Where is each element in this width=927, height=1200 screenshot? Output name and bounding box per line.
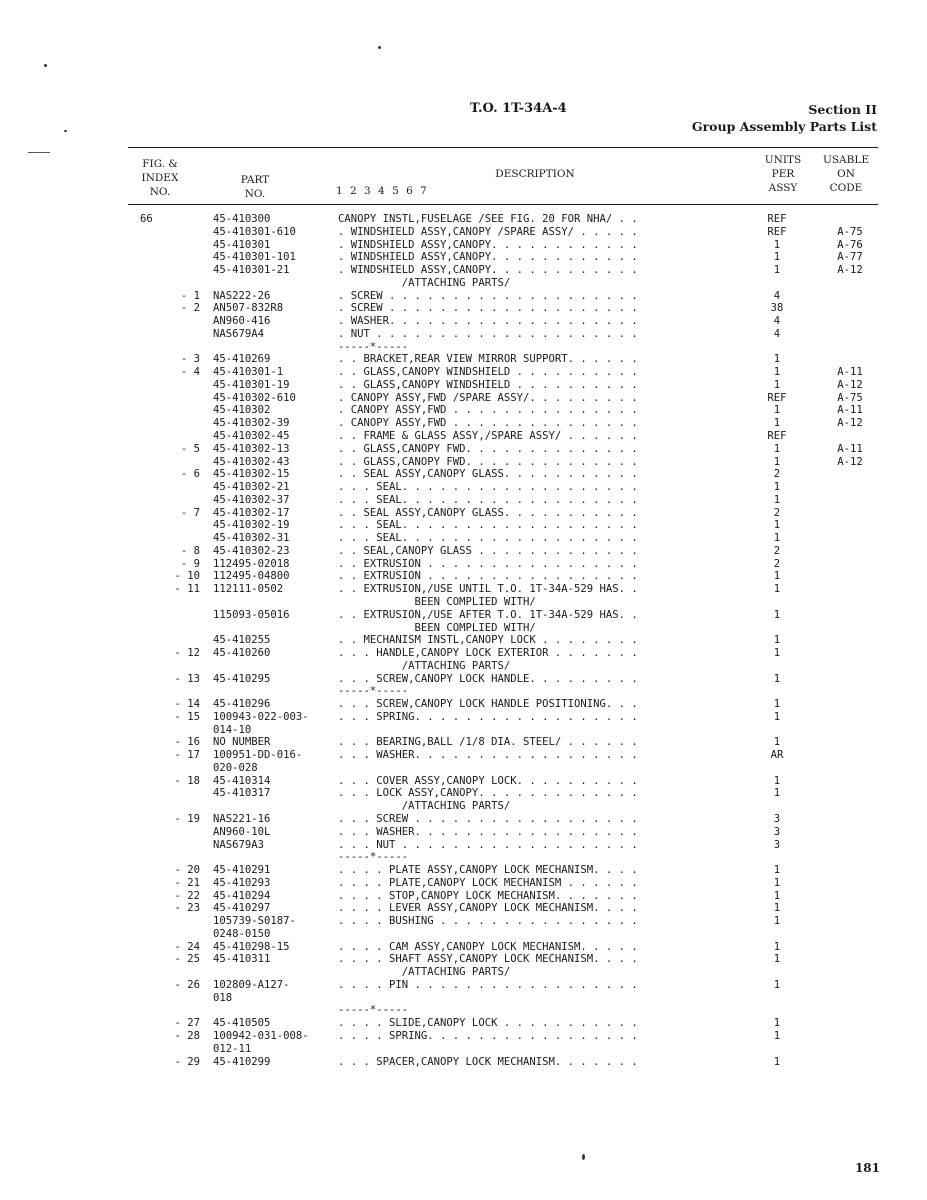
description-cell: . . GLASS,CANOPY WINDSHIELD . . . . . . . . . . <box>338 378 638 391</box>
part-number-cell: NAS221-16 <box>213 812 271 825</box>
description-cell: . . . NUT . . . . . . . . . . . . . . . . . . . <box>338 838 638 851</box>
index-number-cell: - 18 <box>174 774 200 787</box>
table-row <box>0 315 927 328</box>
units-per-assy-cell: 1 <box>773 570 781 583</box>
units-per-assy-cell: 3 <box>773 825 781 838</box>
table-row <box>0 890 927 903</box>
index-number-cell: - 15 <box>174 710 200 723</box>
table-row <box>0 264 927 277</box>
part-number-cell: 45-410302-39 <box>213 417 290 430</box>
usable-on-code-cell: A-12 <box>837 264 863 277</box>
index-number-cell: - 10 <box>174 570 200 583</box>
units-per-assy-cell: 1 <box>773 608 781 621</box>
description-cell: . . . . SLIDE,CANOPY LOCK . . . . . . . . . . . <box>338 1017 638 1030</box>
description-cell: . . . . STOP,CANOPY LOCK MECHANISM. . . . . . . <box>338 889 638 902</box>
description-cell: . CANOPY ASSY,FWD . . . . . . . . . . . . . . . <box>338 404 638 417</box>
description-cell: . . . HANDLE,CANOPY LOCK EXTERIOR . . . . . . . <box>338 647 638 660</box>
units-per-assy-cell: REF <box>767 430 787 443</box>
page-number: 181 <box>854 1161 880 1175</box>
description-cell: . . EXTRUSION . . . . . . . . . . . . . . . . . <box>338 557 638 570</box>
part-number-cell: 0248-0150 <box>213 927 271 940</box>
part-number-cell: 45-410299 <box>213 1055 271 1068</box>
table-row <box>0 1004 927 1017</box>
description-cell: /ATTACHING PARTS/ <box>338 276 511 289</box>
part-number-cell: 45-410298-15 <box>213 940 290 953</box>
table-row <box>0 558 927 571</box>
description-cell: . . . SCREW,CANOPY LOCK HANDLE. . . . . . . . . <box>338 672 638 685</box>
units-per-assy-cell: 1 <box>773 493 781 506</box>
table-row <box>0 494 927 507</box>
part-number-cell: AN507-832R8 <box>213 302 284 315</box>
units-per-assy-cell: 1 <box>773 647 781 660</box>
description-cell: . . GLASS,CANOPY FWD. . . . . . . . . . . . . . <box>338 442 638 455</box>
description-cell: . WASHER. . . . . . . . . . . . . . . . . . . . <box>338 315 638 328</box>
part-number-cell: 45-410311 <box>213 953 271 966</box>
index-number-cell: - 8 <box>180 544 200 557</box>
table-row <box>0 749 927 762</box>
part-number-cell: 100943-022-003- <box>213 710 309 723</box>
part-number-cell: 102809-A127- <box>213 978 290 991</box>
description-cell: . . . SCREW,CANOPY LOCK HANDLE POSITIONING. . . <box>338 698 638 711</box>
scan-speck <box>44 64 47 67</box>
index-number-cell: - 16 <box>174 736 200 749</box>
table-row <box>0 532 927 545</box>
usable-on-code-cell: A-76 <box>837 238 863 251</box>
part-number-cell: 45-410301-610 <box>213 225 296 238</box>
index-number-cell: - 23 <box>174 902 200 915</box>
description-cell: . . . . BUSHING . . . . . . . . . . . . . . . . <box>338 915 638 928</box>
description-cell: . . . . SHAFT ASSY,CANOPY LOCK MECHANISM. . . . <box>338 953 638 966</box>
description-cell: BEEN COMPLIED WITH/ <box>338 595 536 608</box>
units-per-assy-cell: 1 <box>773 902 781 915</box>
index-number-cell: - 3 <box>180 353 200 366</box>
description-cell: . . . SCREW . . . . . . . . . . . . . . . . . . <box>338 812 638 825</box>
units-per-assy-cell: AR <box>770 749 784 762</box>
units-per-assy-cell: 1 <box>773 481 781 494</box>
index-number-cell: - 6 <box>180 468 200 481</box>
index-number-cell: - 27 <box>174 1017 200 1030</box>
table-row <box>0 430 927 443</box>
description-cell: . . . . PLATE ASSY,CANOPY LOCK MECHANISM. . . . <box>338 864 638 877</box>
table-row <box>0 328 927 341</box>
col-header-units-per-assy: UNITS PER ASSY <box>764 154 802 194</box>
part-number-cell: 115093-05016 <box>213 608 290 621</box>
table-row <box>0 1056 927 1069</box>
units-per-assy-cell: 1 <box>773 864 781 877</box>
part-number-cell: 012-11 <box>213 1042 252 1055</box>
units-per-assy-cell: 38 <box>770 302 784 315</box>
part-number-cell: 45-410302-19 <box>213 519 290 532</box>
description-cell: . . . WASHER. . . . . . . . . . . . . . . . . . <box>338 825 638 838</box>
index-number-cell: - 13 <box>174 672 200 685</box>
units-per-assy-cell: 1 <box>773 583 781 596</box>
units-per-assy-cell: 1 <box>773 1030 781 1042</box>
index-number-cell: - 11 <box>174 583 200 596</box>
index-number-cell: - 1 <box>180 289 200 302</box>
table-row <box>0 992 927 1005</box>
units-per-assy-cell: 1 <box>773 366 781 379</box>
index-number-cell: - 2 <box>180 302 200 315</box>
units-per-assy-cell: 1 <box>773 710 781 723</box>
units-per-assy-cell: 1 <box>773 353 781 366</box>
part-number-cell: 45-410302-21 <box>213 481 290 494</box>
units-per-assy-cell: REF <box>767 225 787 238</box>
description-cell: . . . SEAL. . . . . . . . . . . . . . . . . . . <box>338 493 638 506</box>
units-per-assy-cell: REF <box>767 213 787 225</box>
description-cell: . . . SPRING. . . . . . . . . . . . . . . . . . <box>338 710 638 723</box>
units-per-assy-cell: 1 <box>773 404 781 417</box>
part-number-cell: 45-410302-15 <box>213 468 290 481</box>
usable-on-code-cell: A-12 <box>837 417 863 430</box>
units-per-assy-cell: 1 <box>773 672 781 685</box>
table-row <box>0 570 927 583</box>
description-cell: . WINDSHIELD ASSY,CANOPY /SPARE ASSY/ . . . . . <box>338 225 638 238</box>
part-number-cell: 45-410302-13 <box>213 442 290 455</box>
description-cell: . . . COVER ASSY,CANOPY LOCK. . . . . . . . . . <box>338 774 638 787</box>
table-row <box>0 443 927 456</box>
description-cell: . . MECHANISM INSTL,CANOPY LOCK . . . . . . . . <box>338 634 638 647</box>
table-row <box>0 277 927 290</box>
part-number-cell: 45-410302-610 <box>213 391 296 404</box>
table-row <box>0 902 927 915</box>
table-row <box>0 341 927 354</box>
usable-on-code-cell: A-11 <box>837 404 863 417</box>
description-cell: /ATTACHING PARTS/ <box>338 966 511 979</box>
units-per-assy-cell: 1 <box>773 889 781 902</box>
usable-on-code-cell: A-11 <box>837 366 863 379</box>
part-number-cell: 014-10 <box>213 723 252 736</box>
table-row <box>0 519 927 532</box>
technical-order-number: T.O. 1T-34A-4 <box>470 101 567 116</box>
table-row <box>0 966 927 979</box>
table-row <box>0 787 927 800</box>
units-per-assy-cell: 1 <box>773 455 781 468</box>
table-row <box>0 379 927 392</box>
table-row <box>0 456 927 469</box>
section-header <box>692 101 877 135</box>
table-row <box>0 392 927 405</box>
index-number-cell: - 5 <box>180 442 200 455</box>
part-number-cell: 45-410255 <box>213 634 271 647</box>
units-per-assy-cell: 4 <box>773 315 781 328</box>
index-number-cell: - 12 <box>174 647 200 660</box>
description-cell: . . . SEAL. . . . . . . . . . . . . . . . . . . <box>338 532 638 545</box>
description-cell: -----*----- <box>338 851 409 864</box>
table-row <box>0 1030 927 1043</box>
units-per-assy-cell: 1 <box>773 978 781 991</box>
table-row <box>0 800 927 813</box>
table-row <box>0 366 927 379</box>
table-row <box>0 545 927 558</box>
table-row <box>0 1017 927 1030</box>
description-cell: . . . LOCK ASSY,CANOPY. . . . . . . . . . . . . <box>338 787 638 800</box>
part-number-cell: 45-410293 <box>213 876 271 889</box>
part-number-cell: AN960-10L <box>213 825 271 838</box>
index-number-cell: - 14 <box>174 698 200 711</box>
table-row <box>0 762 927 775</box>
description-cell: -----*----- <box>338 1004 409 1017</box>
table-row <box>0 839 927 852</box>
section-subtitle: Group Assembly Parts List <box>691 119 877 134</box>
table-row <box>0 877 927 890</box>
scan-speck <box>28 152 50 153</box>
table-row <box>0 251 927 264</box>
description-cell: . . GLASS,CANOPY WINDSHIELD . . . . . . . . . . <box>338 366 638 379</box>
description-cell: . . EXTRUSION,/USE AFTER T.O. 1T-34A-529 HAS. . <box>338 608 638 621</box>
part-number-cell: 45-410301-21 <box>213 264 290 277</box>
index-number-cell: - 20 <box>174 864 200 877</box>
part-number-cell: 105739-S0187- <box>213 915 296 928</box>
part-number-cell: 45-410302-23 <box>213 544 290 557</box>
index-number-cell: - 4 <box>180 366 200 379</box>
description-cell: . . . . PIN . . . . . . . . . . . . . . . . . . <box>338 978 638 991</box>
table-row <box>0 736 927 749</box>
table-row <box>0 864 927 877</box>
part-number-cell: 45-410294 <box>213 889 271 902</box>
table-row <box>0 481 927 494</box>
units-per-assy-cell: 3 <box>773 838 781 851</box>
description-cell: . WINDSHIELD ASSY,CANOPY. . . . . . . . . . . . <box>338 238 638 251</box>
usable-on-code-cell: A-75 <box>837 391 863 404</box>
description-cell: . . SEAL ASSY,CANOPY GLASS. . . . . . . . . . . <box>338 468 638 481</box>
units-per-assy-cell: 4 <box>773 289 781 302</box>
units-per-assy-cell: 1 <box>773 634 781 647</box>
description-cell: . . . . CAM ASSY,CANOPY LOCK MECHANISM. . . . . <box>338 940 638 953</box>
description-cell: . . EXTRUSION . . . . . . . . . . . . . . . . . <box>338 570 638 583</box>
part-number-cell: 020-028 <box>213 761 258 774</box>
units-per-assy-cell: 1 <box>773 442 781 455</box>
description-cell: . . . WASHER. . . . . . . . . . . . . . . . . . <box>338 749 638 762</box>
units-per-assy-cell: 2 <box>773 544 781 557</box>
description-cell: /ATTACHING PARTS/ <box>338 659 511 672</box>
description-cell: . . FRAME & GLASS ASSY,/SPARE ASSY/ . . . . . . <box>338 430 638 443</box>
usable-on-code-cell: A-12 <box>837 455 863 468</box>
description-cell: CANOPY INSTL,FUSELAGE /SEE FIG. 20 FOR NHA/ . . <box>338 213 638 225</box>
table-row <box>0 851 927 864</box>
description-cell: . CANOPY ASSY,FWD /SPARE ASSY/. . . . . . . . . <box>338 391 638 404</box>
usable-on-code-cell: A-77 <box>837 251 863 264</box>
table-row <box>0 915 927 928</box>
units-per-assy-cell: 1 <box>773 519 781 532</box>
units-per-assy-cell: 4 <box>773 327 781 340</box>
scan-speck <box>64 130 67 132</box>
description-cell: /ATTACHING PARTS/ <box>338 800 511 813</box>
units-per-assy-cell: 1 <box>773 264 781 277</box>
index-number-cell: - 21 <box>174 876 200 889</box>
part-number-cell: NAS679A3 <box>213 838 265 851</box>
part-number-cell: 45-410301-101 <box>213 251 296 264</box>
description-cell: . . BRACKET,REAR VIEW MIRROR SUPPORT. . . . . . <box>338 353 638 366</box>
units-per-assy-cell: 1 <box>773 915 781 928</box>
description-cell: . . . . LEVER ASSY,CANOPY LOCK MECHANISM. . . . <box>338 902 638 915</box>
description-cell: . . SEAL,CANOPY GLASS . . . . . . . . . . . . . <box>338 544 638 557</box>
table-row <box>0 1043 927 1056</box>
part-number-cell: 45-410301-1 <box>213 366 284 379</box>
table-row <box>0 213 927 226</box>
description-cell: -----*----- <box>338 685 409 698</box>
description-cell: -----*----- <box>338 340 409 353</box>
fig-index-cell: 66 <box>140 213 153 225</box>
part-number-cell: 45-410302-43 <box>213 455 290 468</box>
col-header-usable-on-code: USABLE ON CODE <box>823 154 869 194</box>
part-number-cell: 100951-DD-016- <box>213 749 303 762</box>
part-number-cell: 45-410302 <box>213 404 271 417</box>
col-header-fig-index: FIG. & INDEX NO. <box>141 158 179 198</box>
section-title: Section II <box>808 102 877 117</box>
part-number-cell: NAS679A4 <box>213 327 265 340</box>
table-row <box>0 928 927 941</box>
table-row <box>0 609 927 622</box>
table-row <box>0 353 927 366</box>
description-cell: . . . . SPRING. . . . . . . . . . . . . . . . . <box>338 1030 638 1042</box>
table-row <box>0 941 927 954</box>
table-row <box>0 622 927 635</box>
description-cell: BEEN COMPLIED WITH/ <box>338 621 536 634</box>
table-row <box>0 685 927 698</box>
units-per-assy-cell: 1 <box>773 698 781 711</box>
table-row <box>0 302 927 315</box>
table-row <box>0 775 927 788</box>
index-number-cell: - 28 <box>174 1030 200 1042</box>
header-rule-bottom <box>128 204 878 205</box>
col-header-description: DESCRIPTION <box>495 168 575 180</box>
part-number-cell: 45-410296 <box>213 698 271 711</box>
scan-speck <box>378 46 381 49</box>
units-per-assy-cell: 1 <box>773 787 781 800</box>
units-per-assy-cell: 1 <box>773 532 781 545</box>
table-row <box>0 239 927 252</box>
description-cell: . . . BEARING,BALL /1/8 DIA. STEEL/ . . . . . . <box>338 736 638 749</box>
index-number-cell: - 7 <box>180 506 200 519</box>
header-rule-top <box>128 147 878 148</box>
units-per-assy-cell: 1 <box>773 736 781 749</box>
description-cell: . SCREW . . . . . . . . . . . . . . . . . . . . <box>338 302 638 315</box>
part-number-cell: 45-410301 <box>213 238 271 251</box>
units-per-assy-cell: 3 <box>773 812 781 825</box>
table-row <box>0 826 927 839</box>
index-number-cell: - 19 <box>174 812 200 825</box>
part-number-cell: 45-410300 <box>213 213 271 225</box>
table-row <box>0 226 927 239</box>
part-number-cell: 45-410302-37 <box>213 493 290 506</box>
table-row <box>0 507 927 520</box>
usable-on-code-cell: A-11 <box>837 442 863 455</box>
part-number-cell: 45-410302-31 <box>213 532 290 545</box>
table-row <box>0 404 927 417</box>
table-row <box>0 634 927 647</box>
units-per-assy-cell: 2 <box>773 506 781 519</box>
description-cell: . . . . PLATE,CANOPY LOCK MECHANISM . . . . . . <box>338 876 638 889</box>
units-per-assy-cell: 1 <box>773 251 781 264</box>
index-number-cell: - 9 <box>180 557 200 570</box>
part-number-cell: 45-410505 <box>213 1017 271 1030</box>
units-per-assy-cell: 1 <box>773 238 781 251</box>
table-row <box>0 673 927 686</box>
index-number-cell: - 25 <box>174 953 200 966</box>
table-row <box>0 711 927 724</box>
part-number-cell: 112495-04800 <box>213 570 290 583</box>
table-row <box>0 647 927 660</box>
table-row <box>0 290 927 303</box>
parts-list-table <box>0 213 927 1068</box>
table-row <box>0 698 927 711</box>
indent-level-legend: 1 2 3 4 5 6 7 <box>336 185 429 197</box>
col-header-part-no: PART NO. <box>240 174 270 200</box>
table-row <box>0 468 927 481</box>
part-number-cell: AN960-416 <box>213 315 271 328</box>
part-number-cell: 45-410317 <box>213 787 271 800</box>
description-cell: . . . SPACER,CANOPY LOCK MECHANISM. . . . . . . <box>338 1055 638 1068</box>
part-number-cell: 45-410297 <box>213 902 271 915</box>
part-number-cell: 112495-02018 <box>213 557 290 570</box>
units-per-assy-cell: 1 <box>773 378 781 391</box>
units-per-assy-cell: 2 <box>773 468 781 481</box>
table-row <box>0 660 927 673</box>
table-row <box>0 979 927 992</box>
index-number-cell: - 22 <box>174 889 200 902</box>
part-number-cell: NAS222-26 <box>213 289 271 302</box>
description-cell: . . EXTRUSION,/USE UNTIL T.O. 1T-34A-529 HAS. . <box>338 583 638 596</box>
table-row <box>0 953 927 966</box>
index-number-cell: - 17 <box>174 749 200 762</box>
description-cell: . NUT . . . . . . . . . . . . . . . . . . . . . <box>338 327 638 340</box>
part-number-cell: 100942-031-008- <box>213 1030 309 1042</box>
part-number-cell: 45-410302-45 <box>213 430 290 443</box>
description-cell: . WINDSHIELD ASSY,CANOPY. . . . . . . . . . . . <box>338 264 638 277</box>
units-per-assy-cell: 1 <box>773 774 781 787</box>
description-cell: . . . SEAL. . . . . . . . . . . . . . . . . . . <box>338 481 638 494</box>
description-cell: . CANOPY ASSY,FWD . . . . . . . . . . . . . . . <box>338 417 638 430</box>
part-number-cell: 45-410314 <box>213 774 271 787</box>
part-number-cell: 45-410291 <box>213 864 271 877</box>
units-per-assy-cell: 1 <box>773 1055 781 1068</box>
part-number-cell: 45-410295 <box>213 672 271 685</box>
units-per-assy-cell: 1 <box>773 417 781 430</box>
units-per-assy-cell: 1 <box>773 940 781 953</box>
units-per-assy-cell: 1 <box>773 1017 781 1030</box>
usable-on-code-cell: A-12 <box>837 378 863 391</box>
scan-speck <box>582 1154 585 1160</box>
index-number-cell: - 24 <box>174 940 200 953</box>
table-row <box>0 417 927 430</box>
part-number-cell: NO NUMBER <box>213 736 271 749</box>
part-number-cell: 018 <box>213 991 233 1004</box>
table-row <box>0 583 927 596</box>
index-number-cell: - 26 <box>174 978 200 991</box>
description-cell: . SCREW . . . . . . . . . . . . . . . . . . . . <box>338 289 638 302</box>
part-number-cell: 45-410301-19 <box>213 378 290 391</box>
part-number-cell: 45-410269 <box>213 353 271 366</box>
description-cell: . WINDSHIELD ASSY,CANOPY. . . . . . . . . . . . <box>338 251 638 264</box>
units-per-assy-cell: REF <box>767 391 787 404</box>
part-number-cell: 112111-0502 <box>213 583 284 596</box>
table-row <box>0 813 927 826</box>
part-number-cell: 45-410302-17 <box>213 506 290 519</box>
units-per-assy-cell: 1 <box>773 876 781 889</box>
description-cell: . . SEAL ASSY,CANOPY GLASS. . . . . . . . . . . <box>338 506 638 519</box>
index-number-cell: - 29 <box>174 1055 200 1068</box>
description-cell: . . GLASS,CANOPY FWD. . . . . . . . . . . . . . <box>338 455 638 468</box>
part-number-cell: 45-410260 <box>213 647 271 660</box>
table-row <box>0 724 927 737</box>
table-row <box>0 596 927 609</box>
units-per-assy-cell: 1 <box>773 953 781 966</box>
units-per-assy-cell: 2 <box>773 557 781 570</box>
usable-on-code-cell: A-75 <box>837 225 863 238</box>
description-cell: . . . SEAL. . . . . . . . . . . . . . . . . . . <box>338 519 638 532</box>
